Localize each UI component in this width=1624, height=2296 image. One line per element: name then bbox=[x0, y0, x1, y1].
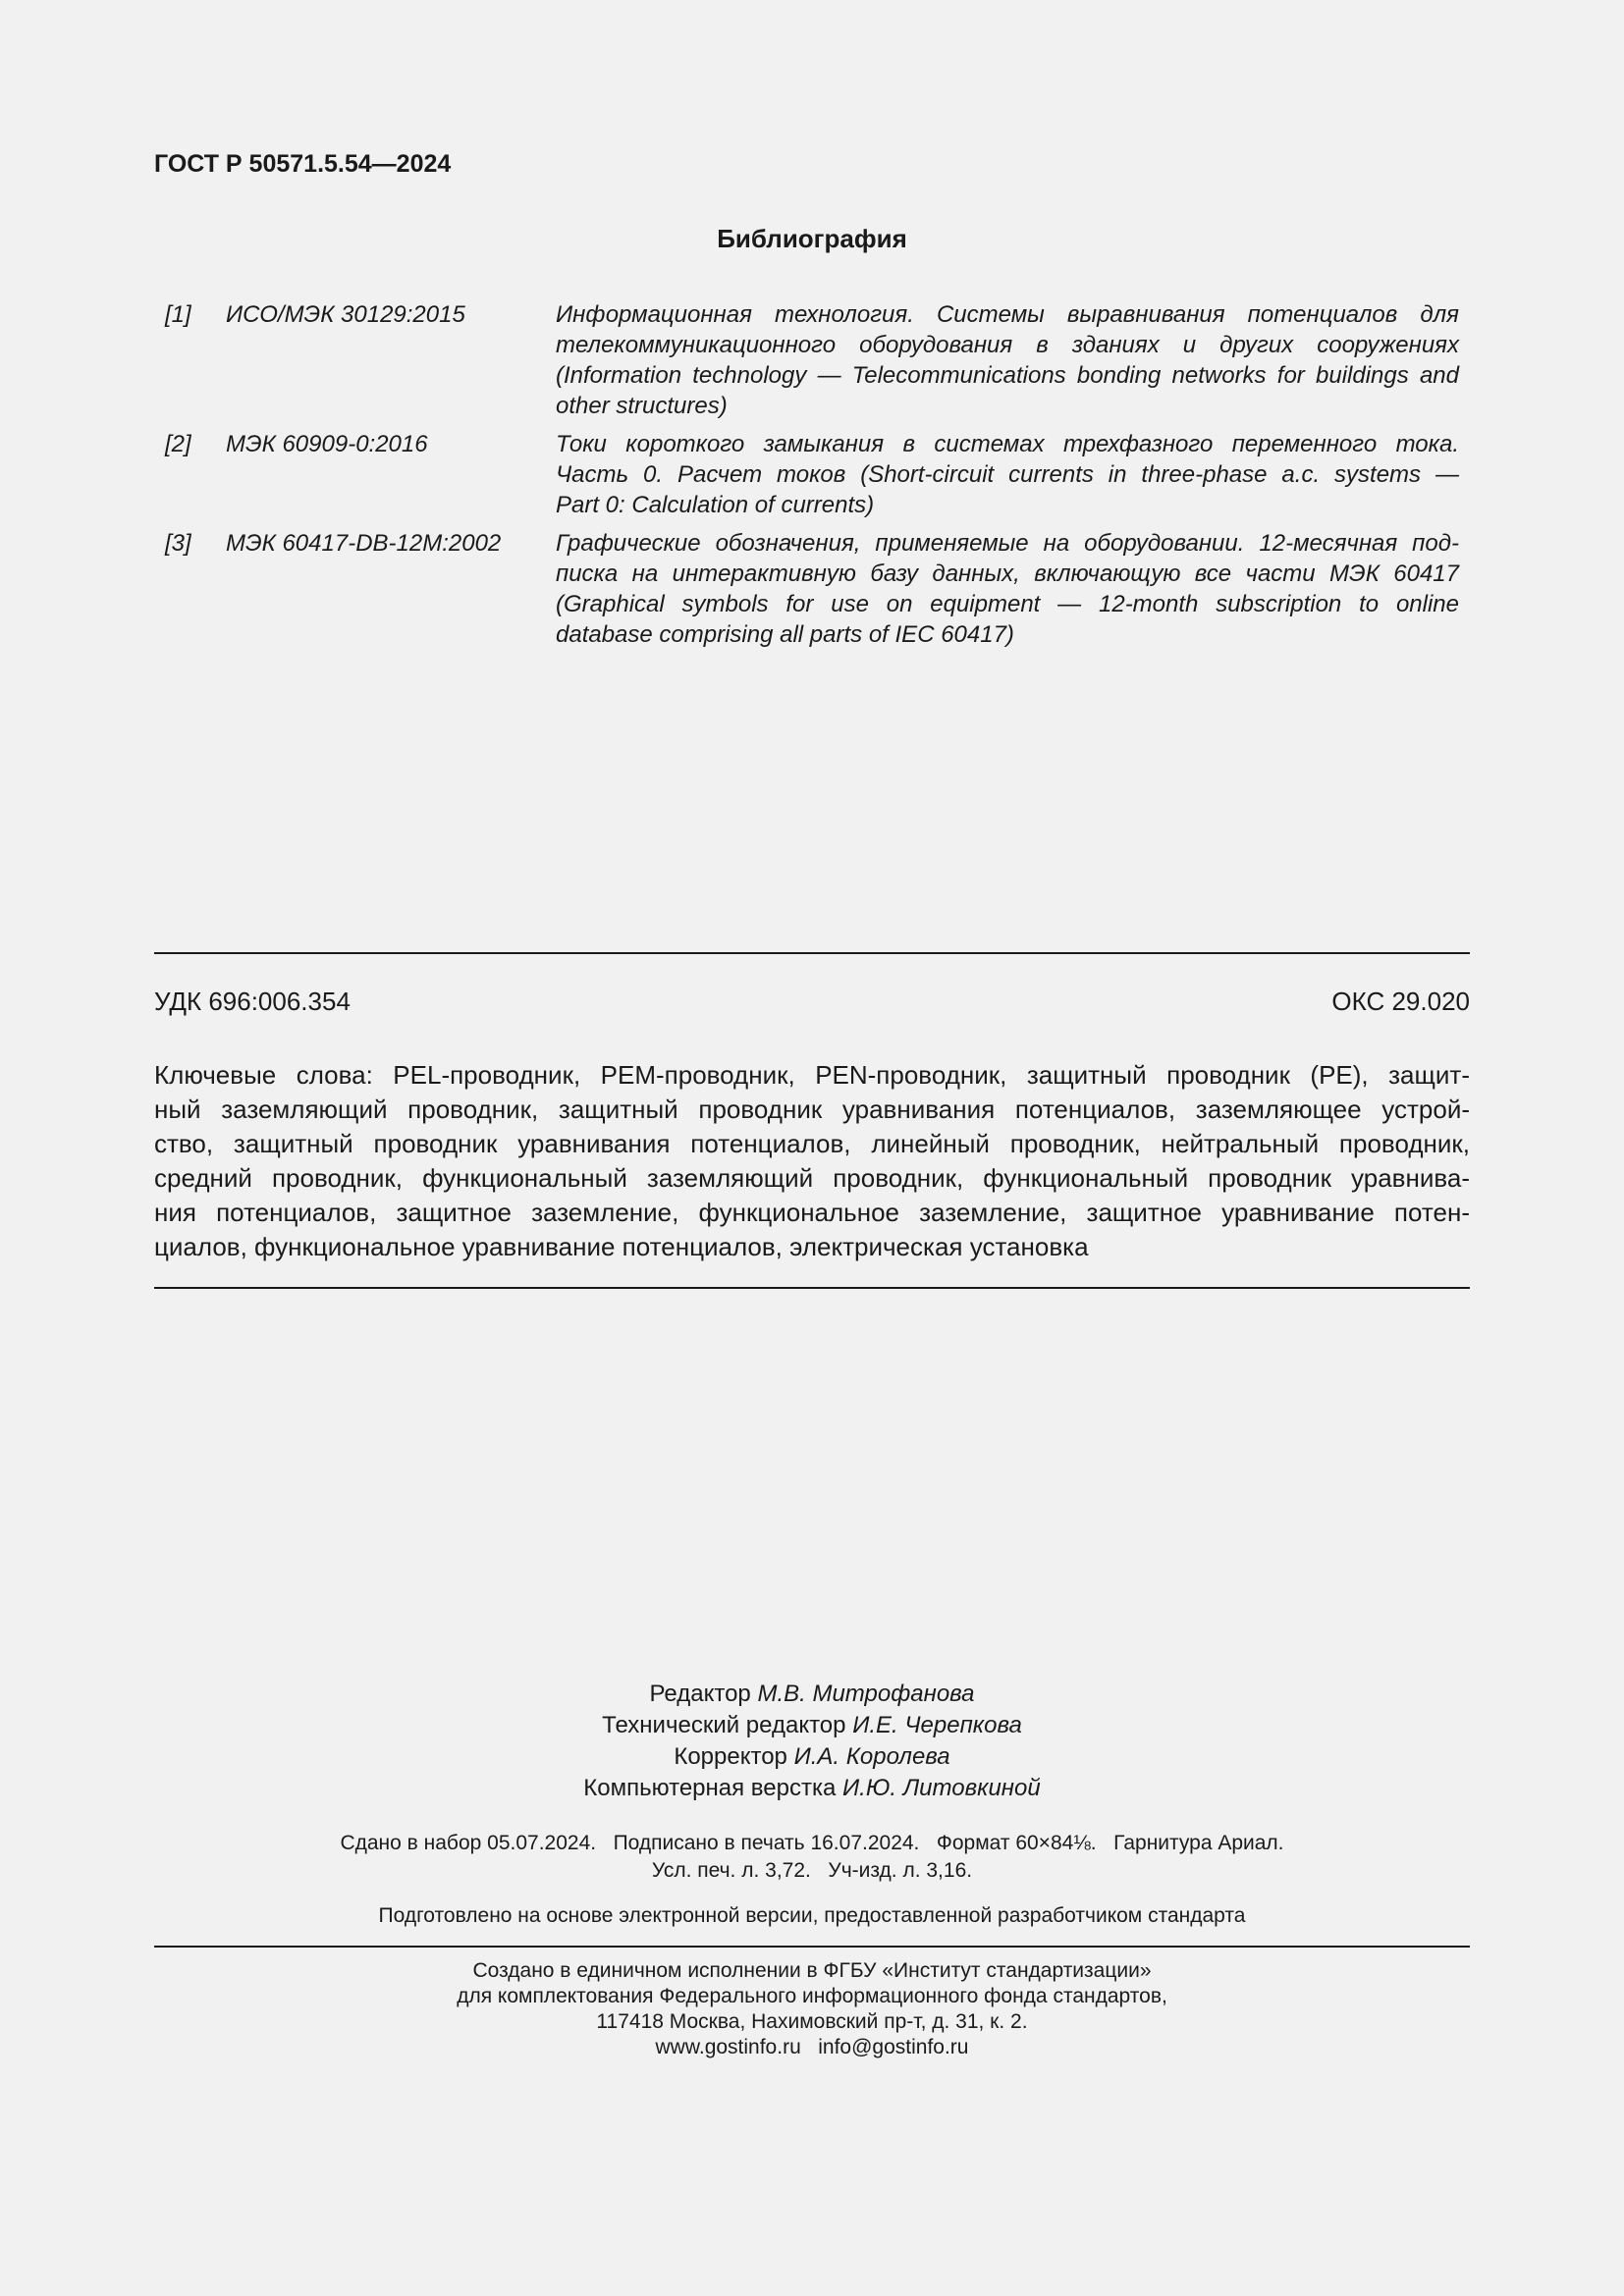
reference-number: [2] bbox=[165, 431, 191, 457]
bibliography-title: Библиография bbox=[717, 224, 907, 253]
reference-title bbox=[556, 528, 1459, 650]
reference-title-line: Part 0: Calculation of currents) bbox=[556, 492, 875, 518]
reference-title bbox=[556, 299, 1459, 421]
oks-code: ОКС 29.020 bbox=[1331, 987, 1470, 1016]
divider bbox=[154, 1287, 1470, 1289]
staff-role: Корректор bbox=[674, 1743, 787, 1770]
reference-title-line: Графические обозначения, применяемые на оборудовании. 12-месячная под- bbox=[556, 530, 1459, 557]
reference-title-line: (Graphical symbols for use on equipment — 12-month subscription to online bbox=[556, 591, 1459, 617]
staff-line bbox=[0, 1710, 1624, 1741]
reference-number: [3] bbox=[165, 530, 191, 557]
prepared-note: Подготовлено на основе электронной версии, предоставленной разработчиком стандарта bbox=[378, 1904, 1246, 1927]
reference-title bbox=[556, 429, 1459, 520]
staff-name: И.А. Королева bbox=[793, 1743, 950, 1770]
reference-title-line: database comprising all parts of IEC 60417) bbox=[556, 621, 1014, 648]
reference-title-line: телекоммуникационного оборудования в зданиях и других сооружениях bbox=[556, 332, 1459, 358]
publisher-line: Создано в единичном исполнении в ФГБУ «Институт стандартизации» bbox=[472, 1959, 1152, 1982]
publisher-line: www.gostinfo.ru info@gostinfo.ru bbox=[655, 2036, 969, 2058]
staff-line bbox=[0, 1741, 1624, 1773]
staff-line bbox=[0, 1679, 1624, 1710]
reference-code: ИСО/МЭК 30129:2015 bbox=[226, 301, 465, 328]
keywords-line: ния потенциалов, защитное заземление, функциональное заземление, защитное уравнивание потен- bbox=[154, 1198, 1470, 1227]
print-info-line: Сдано в набор 05.07.2024. Подписано в печать 16.07.2024. Формат 60×84⅛. Гарнитура Ариал. bbox=[340, 1832, 1284, 1854]
reference-title-line: писка на интерактивную базу данных, включающую все части МЭК 60417 bbox=[556, 561, 1459, 587]
reference-code: МЭК 60417-DB-12M:2002 bbox=[226, 530, 502, 557]
reference-title-line: Часть 0. Расчет токов (Short-circuit currents in three-phase a.c. systems — bbox=[556, 461, 1459, 488]
keywords-line: циалов, функциональное уравнивание потенциалов, электрическая установка bbox=[154, 1232, 1089, 1261]
publisher-info bbox=[0, 1958, 1624, 2060]
staff-role: Редактор bbox=[649, 1681, 751, 1707]
keywords-line: ный заземляющий проводник, защитный проводник уравнивания потенциалов, заземляющее устрой- bbox=[154, 1095, 1470, 1124]
staff-line bbox=[0, 1773, 1624, 1804]
staff-role: Технический редактор bbox=[602, 1712, 846, 1738]
staff-name: М.В. Митрофанова bbox=[757, 1681, 975, 1707]
keywords-paragraph bbox=[154, 1058, 1470, 1264]
publisher-line: для комплектования Федерального информационного фонда стандартов, bbox=[457, 1985, 1167, 2007]
print-info bbox=[0, 1830, 1624, 1885]
divider bbox=[154, 1946, 1470, 1948]
publisher-line: 117418 Москва, Нахимовский пр-т, д. 31, к. 2. bbox=[596, 2010, 1028, 2033]
udk-code: УДК 696:006.354 bbox=[154, 987, 351, 1016]
staff-role: Компьютерная верстка bbox=[583, 1775, 837, 1801]
divider bbox=[154, 952, 1470, 954]
reference-number: [1] bbox=[165, 301, 191, 328]
reference-code: МЭК 60909-0:2016 bbox=[226, 431, 428, 457]
reference-title-line: Токи короткого замыкания в системах трехфазного переменного тока. bbox=[556, 431, 1459, 457]
keywords-line: средний проводник, функциональный заземляющий проводник, функциональный проводник уравнива- bbox=[154, 1163, 1470, 1193]
editorial-staff bbox=[0, 1679, 1624, 1804]
keywords-line: Ключевые слова: PEL-проводник, PEM-проводник, PEN-проводник, защитный проводник (PE), защит- bbox=[154, 1060, 1470, 1090]
reference-title-line: other structures) bbox=[556, 393, 728, 419]
staff-name: И.Ю. Литовкиной bbox=[842, 1775, 1041, 1801]
reference-title-line: (Information technology — Telecommunications bonding networks for buildings and bbox=[556, 362, 1459, 389]
staff-name: И.Е. Черепкова bbox=[852, 1712, 1022, 1738]
print-info-line: Усл. печ. л. 3,72. Уч-изд. л. 3,16. bbox=[651, 1859, 973, 1882]
keywords-line: ство, защитный проводник уравнивания потенциалов, линейный проводник, нейтральный проводник, bbox=[154, 1129, 1470, 1158]
reference-title-line: Информационная технология. Системы выравнивания потенциалов для bbox=[556, 301, 1459, 328]
document-code: ГОСТ Р 50571.5.54—2024 bbox=[154, 150, 452, 178]
